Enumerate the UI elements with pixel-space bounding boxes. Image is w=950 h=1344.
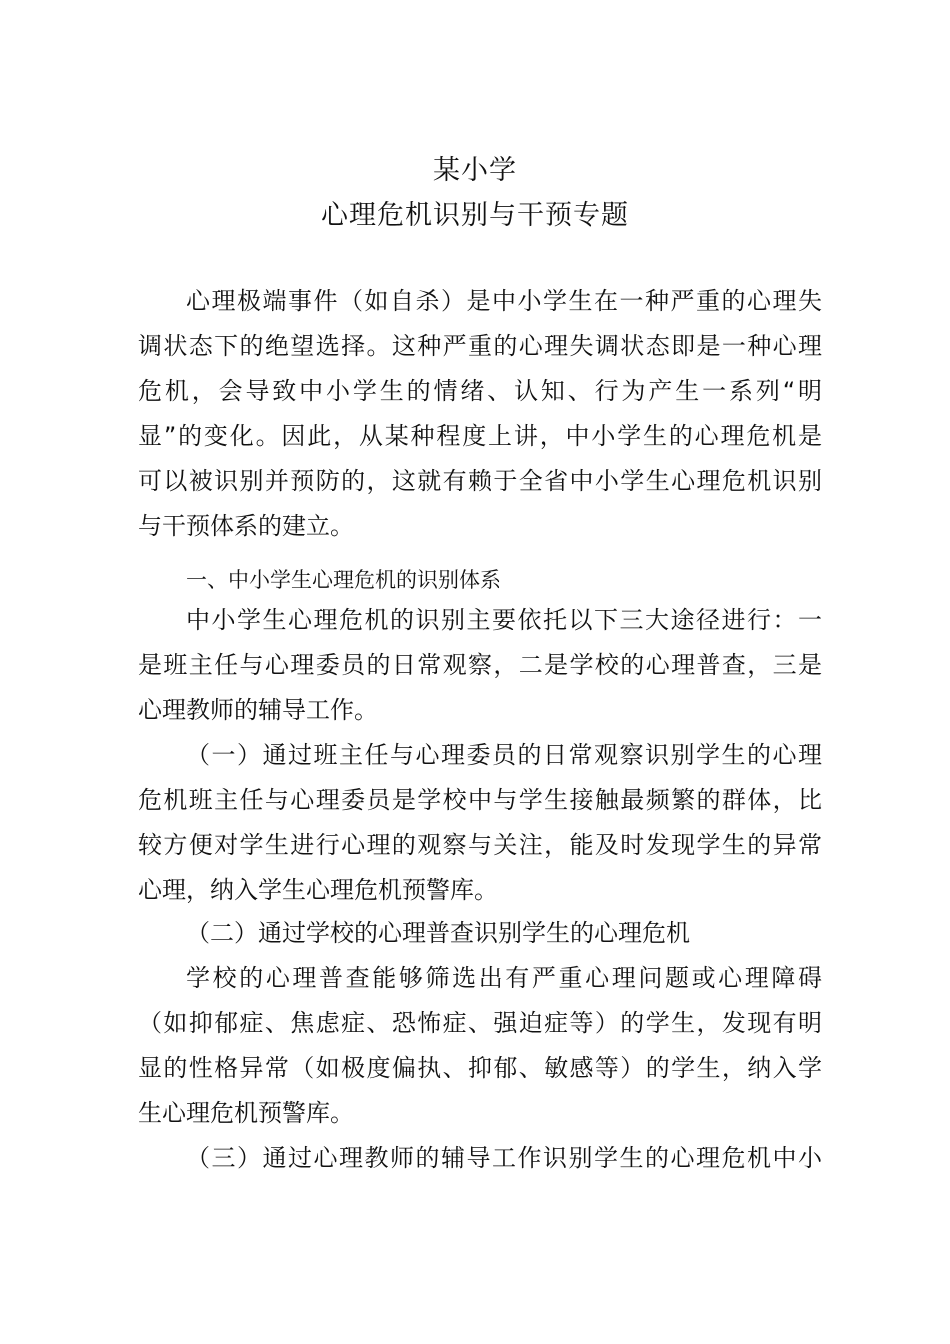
paragraph-line: 可以被识别并预防的，这就有赖于全省中小学生心理危机识别 [138,467,822,495]
paragraph-line: （三）通过心理教师的辅导工作识别学生的心理危机中小 [186,1144,822,1172]
paragraph-line: 学校的心理普查能够筛选出有严重心理问题或心理障碍 [186,964,822,992]
paragraph-line: 调状态下的绝望选择。这种严重的心理失调状态即是一种心理 [138,332,822,360]
paragraph-line: （一）通过班主任与心理委员的日常观察识别学生的心理 [186,741,822,769]
section-heading: 一、中小学生心理危机的识别体系 [186,568,501,592]
document-title-school: 某小学 [433,155,517,186]
paragraph-line: 生心理危机预警库。 [138,1099,354,1127]
paragraph-line: 显的性格异常（如极度偏执、抑郁、敏感等）的学生，纳入学 [138,1054,822,1082]
paragraph-line: 心理教师的辅导工作。 [138,696,378,724]
paragraph-line: 心理极端事件（如自杀）是中小学生在一种严重的心理失 [186,287,822,315]
paragraph-line: 较方便对学生进行心理的观察与关注，能及时发现学生的异常 [138,831,822,859]
paragraph-line: 危机，会导致中小学生的情绪、认知、行为产生一系列“明 [138,377,822,405]
paragraph-line: （如抑郁症、焦虑症、恐怖症、强迫症等）的学生，发现有明 [138,1009,822,1037]
paragraph-line: 与干预体系的建立。 [138,512,354,540]
paragraph-line: 显”的变化。因此，从某种程度上讲，中小学生的心理危机是 [138,422,822,450]
paragraph-line: 是班主任与心理委员的日常观察，二是学校的心理普查，三是 [138,651,822,679]
subsection-heading: （二）通过学校的心理普查识别学生的心理危机 [186,919,690,947]
paragraph-line: 中小学生心理危机的识别主要依托以下三大途径进行：一 [186,606,822,634]
paragraph-line: 心理，纳入学生心理危机预警库。 [138,876,498,904]
document-title-topic: 心理危机识别与干预专题 [321,200,629,231]
paragraph-line: 危机班主任与心理委员是学校中与学生接触最频繁的群体，比 [138,786,822,814]
